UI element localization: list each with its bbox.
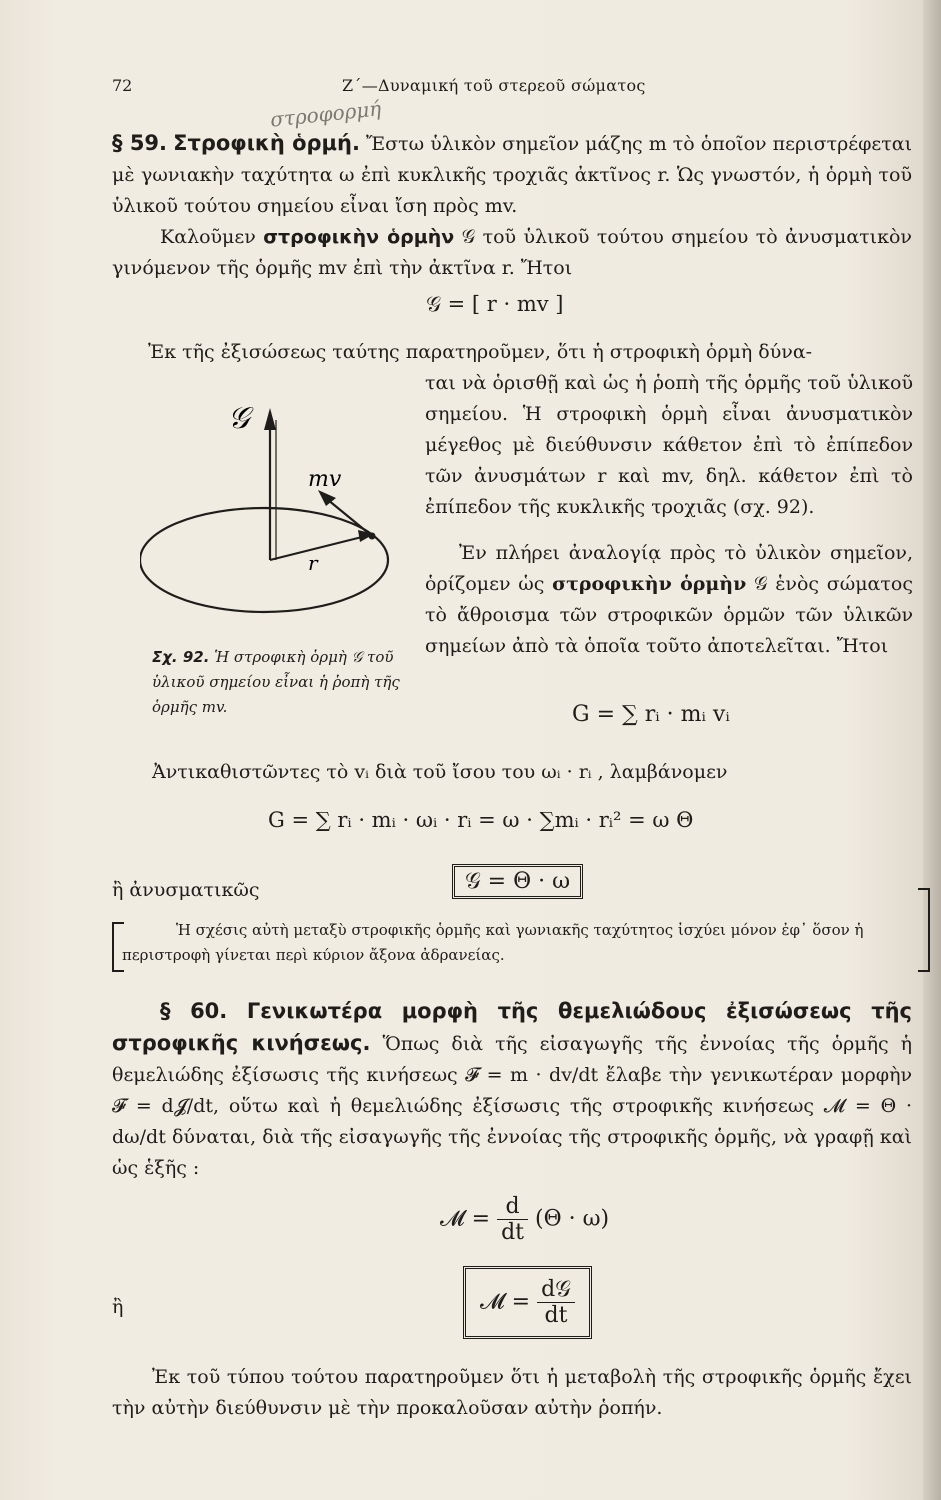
radius-vector	[270, 535, 370, 560]
section-60-p1: Ὅπως διὰ τῆς εἰσαγωγῆς τῆς ἐννοίας τῆς ὁρμῆς ἡ θεμελιώδης ἐξίσωσις τῆς κινήσεως 𝓕 = m · dv/dt ἔλαβε τὴν γενικωτέραν μορφὴν 𝓕 = d𝓙/dt, οὕτω καὶ ἡ θεμελιώδης ἐξίσωσις τῆς στροφικῆς κινήσεως 𝓜 = Θ · dω/dt δύναται, διὰ τῆς εἰσαγωγῆς τῆς ἐννοίας τῆς στροφικῆς ὁρμῆς, νὰ γραφῇ καὶ ὡς ἑξῆς :	[112, 1033, 912, 1179]
page-binding	[923, 0, 941, 1500]
section-59-p4: Ἐν πλήρει ἀναλογίᾳ πρὸς τὸ ὑλικὸν σημεῖον, ὁρίζομεν ὡς στροφικὴν ὁρμὴν 𝒢 ἑνὸς σώματος τὸ ἄθροισμα τῶν στροφικῶν ὁρμῶν τῶν ὑλικῶν σημείων ἀπὸ τὰ ὁποῖα τοῦτο ἀποτελεῖται. Ἤτοι	[425, 542, 913, 657]
material-point	[369, 533, 376, 540]
section-59-p3-column: ται νὰ ὁρισθῇ καὶ ὡς ἡ ῥοπὴ τῆς ὁρμῆς τοῦ ὑλικοῦ σημείου. Ἡ στροφικὴ ὁρμὴ εἶναι ἀνυσματικὸν μέγεθος μὲ διεύθυνσιν κάθετον ἐπὶ τὸ ἐπίπεδον τῶν ἀνυσμάτων r καὶ mv, δηλ. κάθετον ἐπὶ τὸ ἐπίπεδον τῆς κυκλικῆς τροχιᾶς (σχ. 92).	[425, 372, 913, 518]
section-59-p5: Ἀντικαθιστῶντες τὸ vᵢ διὰ τοῦ ἴσου του ωᵢ · rᵢ , λαμβάνομεν	[152, 761, 728, 783]
pencil-annotation: στροφορμή	[269, 96, 383, 132]
term-angular-momentum: στροφικὴν ὁρμὴν	[263, 226, 455, 248]
section-60	[112, 996, 912, 1184]
caption-label: Σχ. 92.	[152, 648, 210, 666]
circular-orbit	[140, 508, 388, 612]
section-59-p2: Καλοῦμεν στροφικὴν ὁρμὴν 𝒢 τοῦ ὑλικοῦ τούτου σημείου τὸ ἀνυσματικὸν γινόμενον τῆς ὁρμῆς mv ἐπὶ τὴν ἀκτῖνα r. Ἤτοι	[112, 226, 912, 279]
section-60-p2: Ἐκ τοῦ τύπου τούτου παρατηροῦμεν ὅτι ἡ μεταβολὴ τῆς στροφικῆς ὁρμῆς ἔχει τὴν αὐτὴν διεύθυνσιν μὲ τὴν προκαλοῦσαν αὐτὴν ῥοπήν.	[112, 1366, 912, 1419]
formula-moment-of-inertia: G = ∑ rᵢ · mᵢ · ωᵢ · rᵢ = ω · ∑mᵢ · rᵢ² = ω Θ	[268, 808, 694, 832]
figure-92	[140, 390, 410, 640]
section-59-title: Στροφικὴ ὁρμή.	[173, 131, 360, 155]
boxed-formula-dG-dt: 𝓜 = $\frac{\text{d𝒢}}{dt}$	[463, 1266, 592, 1339]
running-title: Ζ΄—Δυναμική τοῦ στερεοῦ σώματος	[342, 76, 646, 95]
formula-d-dt-theta-omega: 𝓜 = $\frac{d}{dt}$ (Θ · ω)	[440, 1194, 610, 1245]
figure-caption	[152, 645, 408, 720]
page-number: 72	[112, 76, 133, 95]
or-label: ἢ	[112, 1296, 124, 1318]
section-59-p1: Ἔστω ὑλικὸν σημεῖον μάζης m τὸ ὁποῖον περιστρέφεται μὲ γωνιακὴν ταχύτητα ω ἐπὶ κυκλικῆς τροχιᾶς ἀκτῖνος r. Ὡς γνωστόν, ἡ ὁρμὴ τοῦ ὑλικοῦ τούτου σημείου εἶναι ἴση πρὸς mv.	[112, 133, 913, 217]
label-mv: mv	[308, 467, 342, 492]
axis-arrowhead	[264, 408, 276, 430]
section-59-p3-lead: Ἐκ τῆς ἐξισώσεως ταύτης παρατηροῦμεν, ὅτι ἡ στροφικὴ ὁρμὴ δύνα-	[148, 341, 813, 363]
term-angular-momentum-body: στροφικὴν ὁρμὴν	[552, 573, 747, 595]
caption-text: Ἡ στροφικὴ ὁρμὴ 𝒢 τοῦ ὑλικοῦ σημείου εἶναι ἡ ῥοπὴ τῆς ὁρμῆς mv.	[152, 648, 400, 716]
section-60-title: § 60. Γενικωτέρα μορφὴ τῆς θεμελιώδους ἐξισώσεως τῆς στροφικῆς κινήσεως.	[112, 999, 912, 1055]
vector-form-label: ἢ ἀνυσματικῶς	[112, 879, 260, 901]
label-G: 𝒢	[228, 401, 250, 436]
section-59-intro	[112, 128, 912, 222]
section-59-number: § 59.	[112, 131, 168, 155]
formula-sum-body: G = ∑ rᵢ · mᵢ vᵢ	[572, 702, 730, 727]
boxed-formula-G-theta-omega: 𝒢 = Θ · ω	[452, 864, 583, 899]
formula-cross-product: 𝒢 = [ r · mv ]	[426, 292, 564, 316]
label-r: r	[308, 551, 318, 575]
note-principal-axis: Ἡ σχέσις αὐτὴ μεταξὺ στροφικῆς ὁρμῆς καὶ γωνιακῆς ταχύτητος ἰσχύει μόνον ἐφ᾽ ὅσον ἡ περιστροφὴ γίνεται περὶ κύριον ἄξονα ἀδρανείας.	[122, 921, 864, 964]
